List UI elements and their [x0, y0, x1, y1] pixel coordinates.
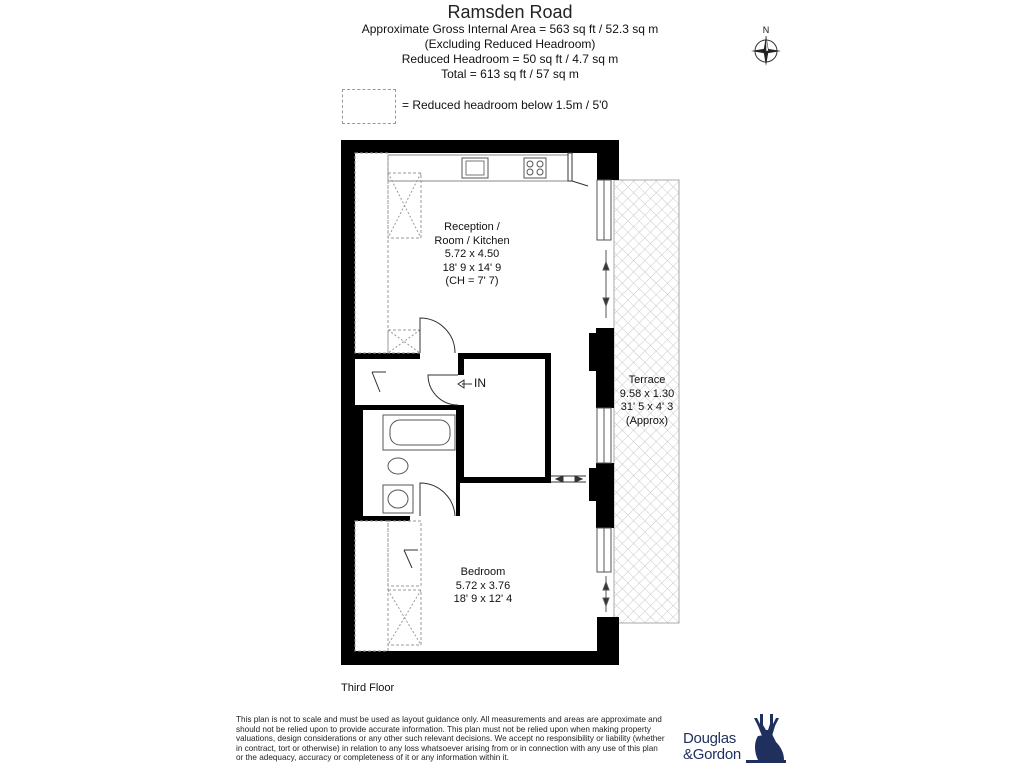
- reception-name-2: Room / Kitchen: [434, 234, 510, 247]
- terrace-imperial: 31' 5 x 4' 3: [620, 401, 674, 413]
- floor-label: Third Floor: [341, 682, 395, 694]
- excluding-line: (Excluding Reduced Headroom): [424, 37, 596, 51]
- terrace-approx: (Approx): [625, 414, 669, 427]
- terrace-name: Terrace: [628, 374, 666, 386]
- bedroom-metric: 5.72 x 3.76: [455, 579, 511, 592]
- plan-title: Ramsden Road: [447, 2, 573, 22]
- reception-imperial: 18' 9 x 14' 9: [442, 261, 502, 274]
- kitchen-fittings: [388, 153, 588, 186]
- logo-line-2: &Gordon: [683, 746, 741, 763]
- terrace-metric: 9.58 x 1.30: [619, 387, 675, 400]
- gross-area-line: Approximate Gross Internal Area = 563 sq ft / 52.3 sq m: [361, 22, 659, 36]
- bedroom-name: Bedroom: [460, 566, 506, 578]
- terrace-label: [612, 374, 682, 428]
- bathroom-fittings: [383, 415, 455, 513]
- interior-walls: [355, 353, 551, 521]
- reception-metric: 5.72 x 4.50: [444, 248, 500, 260]
- reception-label: [412, 221, 532, 289]
- reception-ceiling-height: (CH = 7' 7): [445, 275, 499, 287]
- bedroom-label: [428, 566, 538, 607]
- total-area-line: Total = 613 sq ft / 57 sq m: [441, 67, 579, 81]
- reception-name-1: Reception /: [444, 221, 500, 233]
- bedroom-imperial: 18' 9 x 12' 4: [453, 593, 513, 605]
- compass-north-label: N: [762, 25, 770, 35]
- reduced-headroom-key-text: = Reduced headroom below 1.5m / 5'0: [402, 98, 609, 112]
- disclaimer-text: This plan is not to scale and must be used as layout guidance only. All measurements and areas are approximate and should not be relied upon to provide accurate information. This plan must not be relied upon when making property valuations, design considerations or any other such relevant decisions. We accept no responsibility or liability (whether in contract, tort or otherwise) in relation to any loss whatsoever arising from or in connection with any use of this plan or the adequacy, accuracy or completeness of it or any information within it.: [236, 715, 665, 763]
- reduced-headroom-line: Reduced Headroom = 50 sq ft / 4.7 sq m: [401, 52, 619, 66]
- logo-line-1: Douglas: [683, 730, 736, 747]
- entrance-label: IN: [474, 376, 486, 390]
- logo-wordmark: [683, 731, 741, 763]
